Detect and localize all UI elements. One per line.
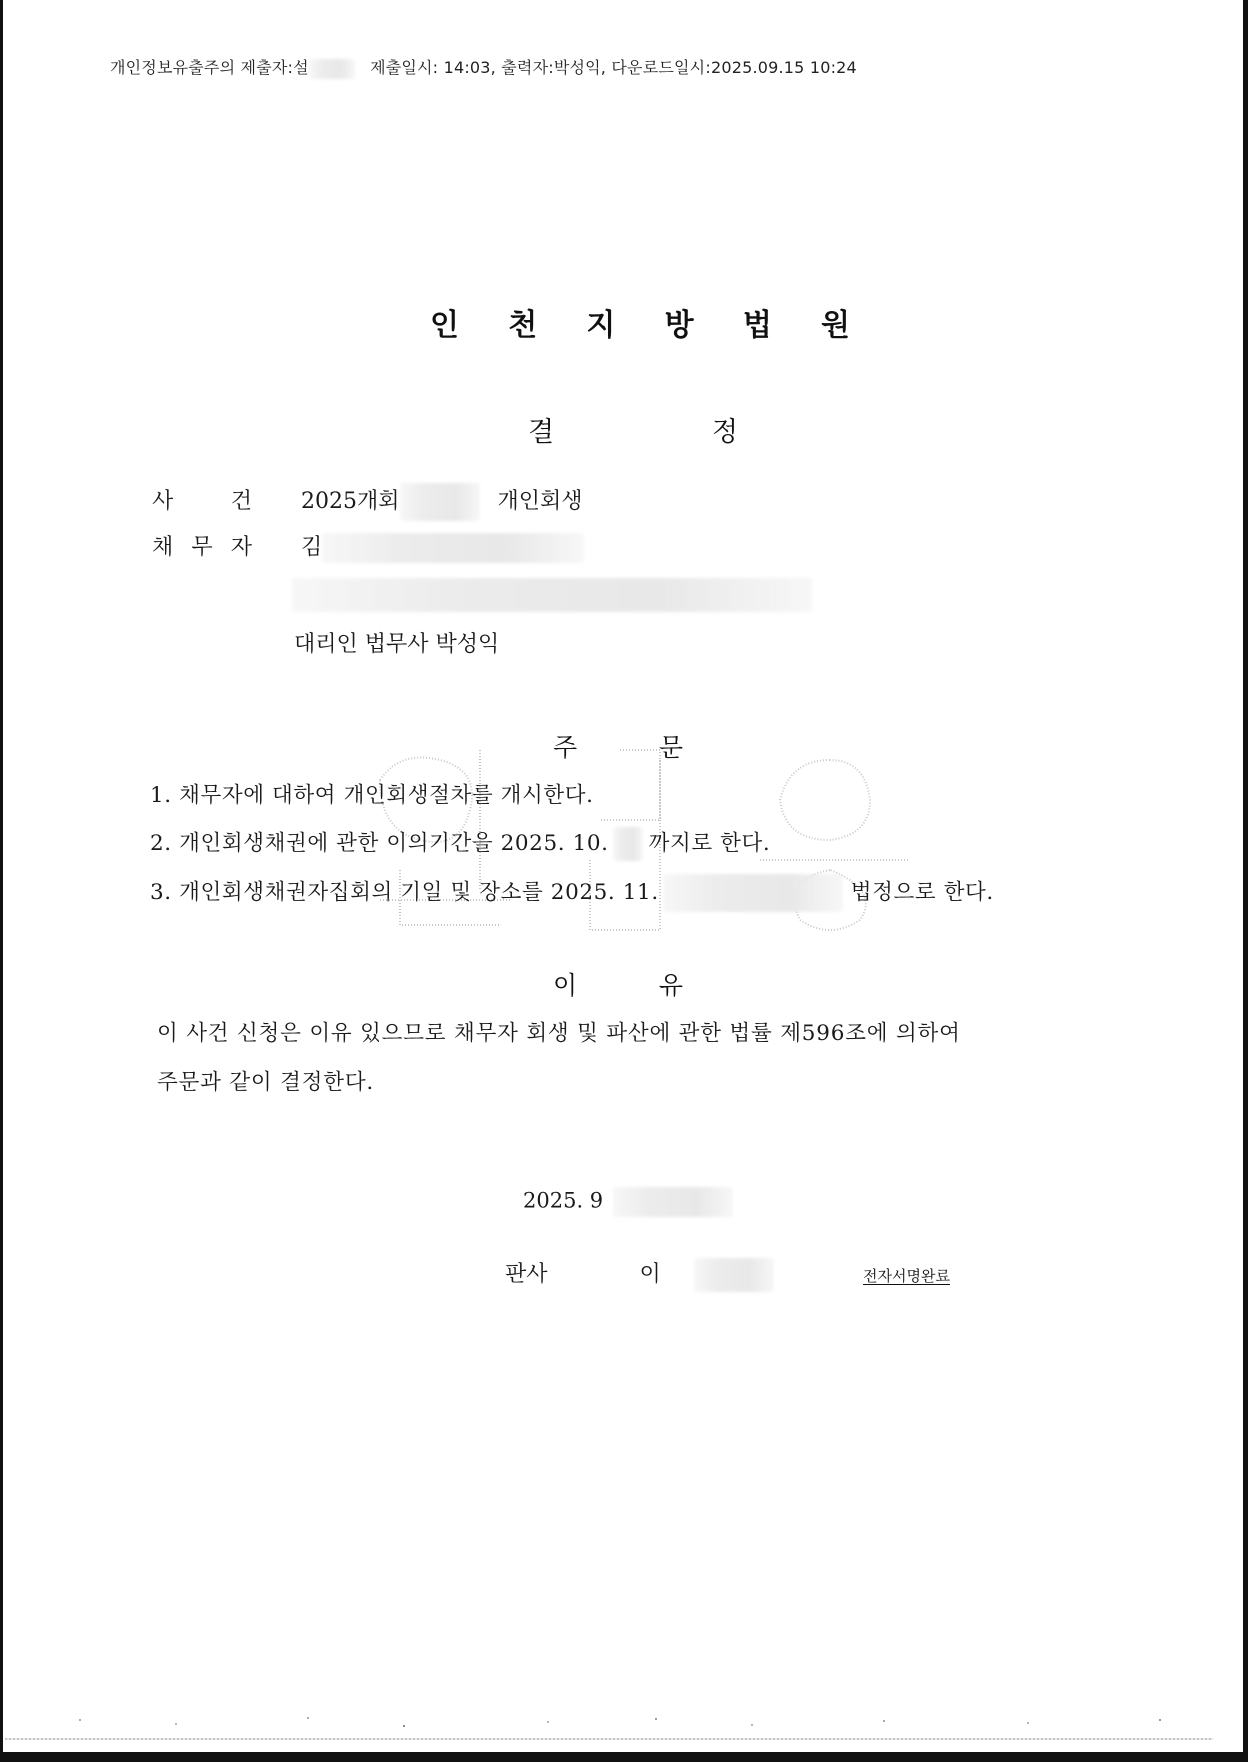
submitter-name: 설 (293, 58, 309, 77)
case-label (152, 484, 252, 515)
esign-status: 전자서명완료 (863, 1267, 950, 1285)
heading-char: 이 (553, 971, 578, 1000)
court-name-char: 법 (742, 308, 772, 343)
scan-border-right (1243, 0, 1248, 1762)
debtor-row (152, 530, 584, 563)
scan-border-left (0, 0, 3, 1762)
printer-label: 출력자: (501, 58, 554, 77)
order-item-text: 1. 채무자에 대하여 개인회생절차를 개시한다. (150, 783, 594, 808)
scan-border-bottom (0, 1752, 1248, 1762)
debtor-name (301, 530, 584, 563)
title-char: 결 (528, 417, 555, 448)
court-name-char: 인 (430, 308, 459, 343)
submitter-label: 제출자: (240, 58, 294, 77)
redacted-objection-day (613, 827, 643, 861)
redacted-case-number (400, 483, 480, 521)
court-name (430, 300, 850, 344)
scan-noise (5, 1738, 1213, 1740)
court-name-char: 방 (664, 308, 694, 343)
order-item-text: 3. 개인회생채권자집회의 기일 및 장소를 2025. 11. (150, 880, 659, 905)
label-char: 채 (152, 535, 174, 560)
label-char: 자 (230, 535, 252, 560)
court-name-char: 천 (508, 308, 538, 343)
redacted-judge-name (694, 1258, 774, 1292)
representative-row (294, 627, 499, 658)
redacted-meeting-datetime (663, 874, 843, 912)
case-number-prefix: 2025개회 (301, 489, 400, 514)
decision-date-visible: 2025. 9 (523, 1188, 604, 1213)
printer-name: 박성익, (553, 58, 607, 77)
order-item-1 (150, 778, 594, 809)
reason-line-1: 이 사건 신청은 이유 있으므로 채무자 회생 및 파산에 관한 법률 제596조에 의하여 (157, 1021, 961, 1046)
decision-date (523, 1187, 733, 1217)
order-heading (553, 728, 683, 764)
order-item-2 (150, 826, 770, 861)
label-char: 무 (191, 535, 213, 560)
case-type: 개인회생 (497, 489, 583, 514)
heading-char: 문 (658, 733, 683, 762)
judge-surname: 이 (639, 1262, 661, 1287)
label-char: 사 (152, 489, 174, 514)
redacted-debtor-info (322, 533, 584, 563)
order-item-text: 법정으로 한다. (850, 880, 994, 905)
download-label: 다운로드일시: (611, 58, 711, 77)
judge-line (505, 1257, 774, 1292)
debtor-address-row (292, 578, 812, 612)
redacted-date (613, 1187, 733, 1217)
redacted-submitter (309, 59, 355, 79)
download-time: 2025.09.15 10:24 (710, 58, 857, 77)
case-number (301, 483, 583, 521)
print-info-header (110, 55, 857, 79)
court-name-char: 지 (586, 308, 616, 343)
redacted-debtor-address (292, 578, 812, 612)
order-item-3 (150, 874, 994, 912)
title-char: 정 (711, 417, 738, 448)
heading-char: 유 (658, 971, 683, 1000)
case-row (152, 483, 583, 521)
judge-title: 판사 (505, 1262, 548, 1287)
order-item-text: 까지로 한다. (648, 831, 771, 856)
submit-time-label: 제출일시: (370, 58, 439, 77)
label-char: 건 (230, 489, 252, 514)
court-name-char: 원 (821, 308, 850, 343)
debtor-label (152, 530, 252, 561)
order-item-text: 2. 개인회생채권에 관한 이의기간을 2025. 10. (150, 831, 609, 856)
reason-line-2: 주문과 같이 결정한다. (157, 1070, 375, 1095)
representative: 대리인 법무사 박성익 (294, 632, 500, 657)
document-title (528, 410, 738, 449)
heading-char: 주 (553, 733, 578, 762)
submit-time: 14:03, (443, 58, 496, 77)
scan-specks (20, 1712, 1220, 1732)
debtor-name-visible: 김 (301, 535, 323, 560)
reason-heading (553, 966, 683, 1002)
privacy-notice: 개인정보유출주의 (110, 58, 236, 77)
